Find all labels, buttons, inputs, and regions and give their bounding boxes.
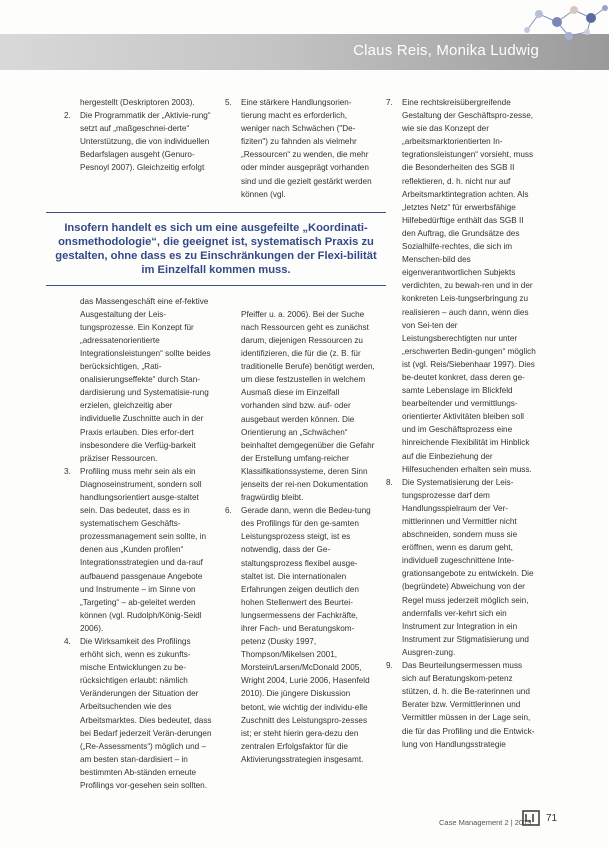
item-text: Die Wirksamkeit des Profilings erhöht sich, wenn es zukunfts-mische Entwicklungen zu be-rücksichtigen erlaubt: nämlich Veränderungen der Situation der Arbeitsuchenden wie des Arbeitsmarktes. Dies bedeutet, dass bei Bedarf jederzeit Verän-derungen („Re-Assessments“) möglich und – am besten stan-dardisiert – in bestimmten Ab-ständen erneute Profilings vor-gesehen sein sollten. xyxy=(80,637,212,791)
pull-quote: Insofern handelt es sich um eine ausgefeilte „Koordinati-onsmethodologie“, die geeignet ist, systematisch Praxis zu gestalten, ohne dass es zu Einschränkungen der Flexi-bilität im Einzelfall kommen muss. xyxy=(55,222,377,276)
footer-journal: Case Management 2 | 2013 xyxy=(439,818,532,827)
item-number: 3. xyxy=(64,466,71,476)
list-item xyxy=(225,96,375,201)
list-item xyxy=(386,476,538,659)
journal-logo-icon xyxy=(522,810,540,826)
item-text: Die Systematisierung der Leis-tungsprozesse darf dem Handlungsspielraum der Ver-mittlerinnen und Vermittler nicht abschneiden, sondern muss sie eröffnen, wenn es darum geht, individuell zugeschnittene Inte-grationsangebote zu entwickeln. Die (begründete) Abweichung von der Regel muss jederzeit möglich sein, andernfalls ver-kehrt sich ein Instrument zur Integration in ein Instrument zur Stigmatisierung und Ausgren-zung. xyxy=(402,477,534,657)
item-number: 6. xyxy=(225,506,232,516)
item-text: das Massengeschäft eine ef-fektive Ausgestaltung der Leis-tungsprozesse. Ein Konzept für „adressatenorientierte Integrationsleistungen“ sollte beides berücksichtigen, „Rati-onalisierungseffekte“ durch Stan-dardisierung und Systematisie-rung erzielen, gleichzeitig aber individuelle Zuschnitte auch in der Praxis erlauben. Dies erfor-dert insbesondere die Verfüg-barkeit präziser Ressourcen. xyxy=(80,296,211,463)
item-number: 9. xyxy=(386,661,393,671)
item-number: 7. xyxy=(386,98,393,107)
item-number: 8. xyxy=(386,477,393,487)
item-text: Profiling muss mehr sein als ein Diagnoseinstrument, sondern soll handlungsorientiert ausge-staltet sein. Das bedeutet, dass es in systematischem Geschäfts-prozessmanagement sein sollte, in denen aus „Kunden profilen“ Integrationsstrategien und da-rauf aufbauend passgenaue Angebote und Instrumente – im Sinne von „Targeting“ – ab-geleitet werden können (vgl. Rudolph/König-Seidl 2006). xyxy=(80,466,207,633)
list-item-continued xyxy=(225,308,375,504)
item-text: Die Programmatik der „Aktivie-rung“ setzt auf „maßgeschnei-derte“ Unterstützung, die von individuellen Bedarfslagen ausgeht (Genuro-Pesnoyl 2007). Gleichzeitig erfolgt xyxy=(80,111,211,173)
list-item xyxy=(64,109,214,174)
item-text: Gerade dann, wenn die Bedeu-tung des Profilings für den ge-samten Leistungsprozess steigt, ist es notwendig, dass der Ge-staltungsprozess flexibel ausge-staltet ist. Die internationalen Erfahrungen zeigen deutlich den hohen Stellenwert des Beurtei-lungsermessens der Fachkräfte, ihrer Fach- und Beratungskom-petenz (Dusky 1997, Thompson/Mikelsen 2001, Morstein/Larsen/McDonald 2005, Wright 2004, Lurie 2006, Hasenfeld 2010). Die jüngere Diskussion betont, wie wichtig der individu-elle Zuschnitt des Leistungspro-zesses ist; er steht hierin gera-dezu den zentralen Erfolgsfaktor für die Aktivierungsstrategien insgesamt. xyxy=(241,506,371,764)
list-item-continued xyxy=(64,295,214,465)
item-text: Eine stärkere Handlungsorien-tierung macht es erforderlich, weniger nach Schwächen ("De-fiziten") zu fahnden als vielmehr „Ressourcen“ zu wenden, die mehr oder minder ausgeprägt vorhanden sind und die gezielt gestärkt werden können (vgl. xyxy=(241,98,372,199)
list-item xyxy=(386,96,538,476)
text-column-2 xyxy=(225,96,375,766)
page-number: 71 xyxy=(546,813,558,824)
item-text: hergestellt (Deskriptoren 2003). xyxy=(80,98,195,107)
item-text: Das Beurteilungsermessen muss sich auf Beratungskom-petenz stützen, d. h. die Be-raterinnen und Berater bzw. Vermittlerinnen und Vermittler müssen in der Lage sein, die für das Profiling und die Entwick-lung von Handlungsstrategie xyxy=(402,661,535,749)
running-header xyxy=(0,34,609,70)
pull-quote-box xyxy=(46,212,386,286)
list-item xyxy=(225,504,375,766)
list-item xyxy=(64,635,214,792)
list-item xyxy=(386,659,538,751)
list-item xyxy=(64,96,214,109)
item-text: Eine rechtskreisübergreifende Gestaltung der Geschäftspro-zesse, wie sie das Konzept der „arbeitsmarktorientierten In-tegrationsleistungen“ vorsieht, muss die Besonderheiten des SGB II reflektieren, d. h. nicht nur auf Arbeitsmarktintegration achten. Als „letztes Netz“ für erwerbsfähige Hilfebedürftige enthält das SGB II den Auftrag, die Grundsätze des Sozialhilfe-rechtes, die sich im Menschen-bild des eigenverantwortlichen Subjekts verdichten, zu bewah-ren und in der konkreten Leis-tungserbringung zu realisieren – auch dann, wenn dies von Sei-ten der Leistungsberechtigten nur unter „erschwerten Bedin-gungen“ möglich ist (vgl. Reis/Siebenhaar 1997). Dies be-deutet konkret, dass deren ge-samte Lebenslage im Blickfeld bearbeitender und vermittlungs-orientierter Aktivitäten bleiben soll und im Geschäftsprozess eine hinreichende Flexibilität im Hinblick auf die Einbeziehung der Hilfesuchenden erhalten sein muss. xyxy=(402,98,536,474)
molecule-graphic xyxy=(519,0,609,44)
list-item xyxy=(64,465,214,635)
header-authors: Claus Reis, Monika Ludwig xyxy=(353,42,539,59)
item-number: 4. xyxy=(64,637,71,646)
item-number: 5. xyxy=(225,98,232,107)
text-column-3 xyxy=(386,96,538,751)
item-number: 2. xyxy=(64,111,71,121)
text-column-1 xyxy=(64,96,214,792)
item-text: Pfeiffer u. a. 2006). Bei der Suche nach Ressourcen geht es zunächst darum, diejenigen Ressourcen zu identifizieren, die für die (z. B. für traditionelle Berufe) benötigt werden, um diese festzustellen in welchem Ausmaß diese im Einzelfall vorhanden sind bzw. auf- oder ausgebaut werden können. Die Orientierung an „Schwächen“ beinhaltet demgegenüber die Gefahr der Erstellung umfang-reicher Klassifikationssysteme, deren Sinn jenseits der rei-nen Dokumentation fragwürdig bleibt. xyxy=(241,309,375,503)
